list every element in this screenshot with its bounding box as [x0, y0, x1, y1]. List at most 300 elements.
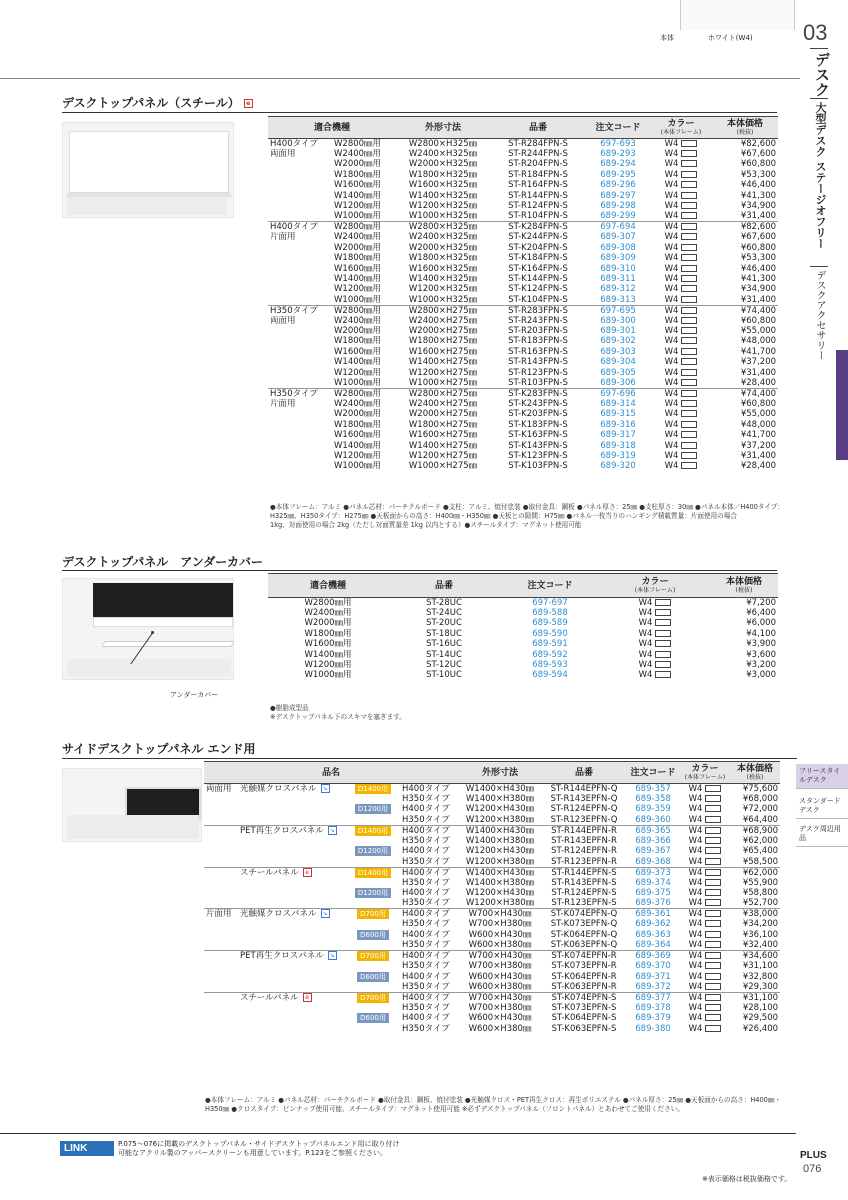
depth-tag-cell	[346, 784, 400, 795]
order-code-cell: 689-364	[635, 940, 671, 951]
link-note-line: 可能なアクリル製のアッパースクリーンも用意しています。P.123をご参照ください。	[118, 1149, 387, 1157]
material-cell	[238, 857, 346, 868]
price-cell: ¥29,300	[742, 981, 779, 992]
type-cell	[268, 336, 332, 346]
order-code-cell: 689-361	[626, 909, 680, 920]
order-code-cell: 689-305	[600, 367, 636, 378]
col-header-code: 注文コード	[586, 117, 650, 139]
model-cell: W1400㎜用	[334, 190, 382, 201]
color-code: W4	[664, 200, 679, 211]
part-cell: ST-R123EPFN-R	[551, 856, 617, 867]
color-swatch	[681, 223, 697, 230]
price-cell: ¥31,400	[740, 211, 777, 222]
steel-icon: e	[303, 868, 312, 877]
type-cell: 片面用	[270, 399, 296, 410]
color-cell	[650, 316, 712, 326]
cross-icon: ↘	[329, 826, 335, 834]
order-code-cell: 689-375	[635, 887, 671, 898]
table-row	[268, 629, 778, 639]
color-cell	[650, 451, 712, 461]
color-swatch	[681, 181, 697, 188]
color-code: W4	[664, 450, 679, 461]
part-cell: ST-K073EPFN-Q	[550, 919, 618, 930]
color-cell	[650, 409, 712, 419]
price-cell: ¥3,000	[746, 670, 776, 681]
part-cell: ST-R123EPFN-Q	[550, 814, 618, 825]
color-swatch	[681, 171, 697, 178]
price-cell: ¥55,000	[740, 409, 777, 420]
color-swatch	[681, 192, 697, 199]
size-cell: W2400×H275㎜	[408, 315, 478, 326]
size-cell: W600×H430㎜	[468, 971, 532, 982]
model-cell: W2000㎜用	[334, 242, 382, 253]
section1-notes	[270, 503, 790, 530]
color-swatch	[681, 337, 697, 344]
depth-tag: D1200用	[355, 888, 391, 898]
depth-tag-cell	[346, 909, 400, 920]
part-cell: ST-R124EPFN-Q	[550, 804, 618, 815]
order-code-cell: 697-693	[586, 139, 650, 150]
color-code: W4	[638, 628, 653, 639]
material-cell	[238, 784, 346, 795]
type-cell: H350タイプ	[402, 981, 450, 992]
color-code: W4	[688, 992, 703, 1003]
size-cell: W2400×H275㎜	[408, 399, 478, 410]
price-cell: ¥48,000	[740, 419, 777, 430]
color-cell	[650, 461, 712, 471]
table-row	[268, 650, 778, 660]
table-row	[204, 961, 780, 971]
order-code-cell: 689-376	[635, 898, 671, 909]
size-cell: W1000×H325㎜	[408, 294, 478, 305]
type-cell	[268, 461, 332, 471]
part-cell: ST-K064EPFN-R	[551, 971, 617, 982]
type-cell: H350タイプ	[402, 919, 450, 930]
color-swatch	[705, 858, 721, 865]
vertical-separator	[810, 48, 828, 49]
order-code-cell: 689-367	[635, 846, 671, 857]
color-swatch	[681, 265, 697, 272]
color-code: W4	[688, 909, 703, 920]
col-header-price-sub: (税抜)	[735, 587, 753, 594]
color-code: W4	[664, 222, 679, 233]
price-cell: ¥82,600	[712, 139, 778, 150]
table-row	[268, 399, 778, 409]
color-code: W4	[664, 284, 679, 295]
color-swatch	[655, 609, 671, 616]
type-cell: H350タイプ	[402, 814, 450, 825]
model-cell: W1000㎜用	[334, 211, 382, 222]
color-code: W4	[638, 670, 653, 681]
col-header-code: 注文コード	[500, 574, 600, 598]
type-cell: H350タイプ	[268, 305, 332, 316]
part-cell: ST-R243FPN-S	[508, 315, 568, 326]
model-cell: W2800㎜用	[268, 598, 388, 609]
color-cell	[680, 898, 730, 909]
color-swatch	[705, 983, 721, 990]
material-cell	[238, 919, 346, 929]
order-code-cell: 689-304	[600, 357, 636, 368]
price-cell: ¥58,800	[742, 887, 779, 898]
size-cell: W600×H380㎜	[468, 981, 532, 992]
color-swatch	[705, 889, 721, 896]
table-row	[204, 846, 780, 856]
model-cell: W1000㎜用	[334, 294, 382, 305]
color-code: W4	[688, 867, 703, 878]
price-cell: ¥37,200	[740, 357, 777, 368]
size-cell: W700×H430㎜	[458, 992, 542, 1003]
table-row	[268, 420, 778, 430]
color-code: W4	[688, 1002, 703, 1013]
type-cell: H350タイプ	[402, 794, 450, 804]
model-cell: W1600㎜用	[334, 180, 382, 191]
part-cell: ST-K183FPN-S	[508, 419, 568, 430]
model-cell: W1800㎜用	[304, 628, 352, 639]
part-cell: ST-R183FPN-S	[508, 336, 568, 347]
order-code-cell: 689-357	[626, 784, 680, 795]
type-cell	[268, 170, 332, 180]
color-code: W4	[688, 1013, 703, 1024]
size-cell: W1200×H275㎜	[408, 450, 478, 461]
table-row	[204, 815, 780, 826]
series-name: 大型デスク ステージオフリー	[814, 102, 827, 249]
price-cell: ¥75,600	[730, 784, 780, 795]
size-cell: W2000×H325㎜	[408, 242, 478, 253]
order-code-cell: 689-377	[626, 992, 680, 1003]
color-code: W4	[664, 315, 679, 326]
depth-tag: D700用	[357, 951, 389, 961]
type-cell	[268, 451, 332, 461]
side-nav-freestyle-desk[interactable]: フリースタイルデスク	[796, 764, 848, 789]
order-code-cell: 689-296	[600, 180, 636, 191]
part-cell: ST-R144FPN-S	[508, 190, 568, 201]
table-row	[268, 441, 778, 451]
color-cell	[680, 982, 730, 993]
order-code-cell: 689-316	[600, 419, 636, 430]
size-cell: W1200×H380㎜	[465, 814, 535, 825]
side-cell	[204, 846, 238, 856]
order-code-cell: 697-696	[586, 389, 650, 400]
cross-icon: ↘	[329, 952, 335, 960]
order-code-cell: 689-591	[532, 639, 568, 650]
price-cell: ¥60,800	[740, 315, 777, 326]
table-row	[268, 243, 778, 253]
section1-title-text: デスクトップパネル（スチール）	[62, 96, 240, 110]
table-row	[204, 825, 780, 836]
color-code: W4	[664, 399, 679, 410]
note-line: H350㎜ ●クロスタイプ：ピンナップ使用可能、スチールタイプ：マグネット使用可能 ※必ずデスクトップパネル（フロントパネル）とあわせてご使用ください。	[205, 1105, 684, 1113]
color-code: W4	[688, 898, 703, 909]
table-row	[268, 660, 778, 670]
color-code: W4	[688, 794, 703, 804]
size-cell: W1400×H275㎜	[408, 440, 478, 451]
price-cell: ¥74,400	[712, 305, 778, 316]
color-cell	[650, 149, 712, 159]
color-swatch	[681, 317, 697, 324]
depth-tag-cell	[346, 972, 400, 982]
size-cell: W600×H380㎜	[468, 940, 532, 951]
color-swatch	[705, 879, 721, 886]
side-cell	[204, 867, 238, 878]
table-row	[268, 222, 778, 233]
type-cell: H400タイプ	[268, 139, 332, 150]
part-cell: ST-K144FPN-S	[508, 273, 568, 284]
color-cell	[600, 618, 710, 628]
depth-tag: D1400用	[355, 784, 391, 794]
side-cell: 片面用	[204, 909, 238, 920]
note-line: ●樹脂成型品	[270, 704, 309, 712]
type-cell: H400タイプ	[402, 971, 450, 982]
type-cell	[268, 243, 332, 253]
color-cell	[600, 598, 710, 609]
material-cell	[238, 1024, 346, 1034]
order-code-cell: 697-697	[500, 598, 600, 609]
material-name: PET再生クロスパネル	[240, 951, 324, 962]
table-row	[204, 972, 780, 982]
type-cell	[268, 420, 332, 430]
model-cell: W2400㎜用	[334, 232, 382, 243]
section1-title	[62, 94, 253, 111]
part-cell: ST-R184FPN-S	[508, 169, 568, 180]
part-cell: ST-R163FPN-S	[508, 346, 568, 357]
price-cell: ¥34,900	[740, 200, 777, 211]
model-cell: W2400㎜用	[304, 608, 352, 618]
model-cell: W1000㎜用	[334, 461, 382, 472]
side-cell: 両面用	[204, 784, 238, 795]
part-cell: ST-K104FPN-S	[508, 294, 568, 305]
size-cell: W1200×H430㎜	[465, 887, 535, 898]
color-cell	[650, 180, 712, 190]
color-swatch	[705, 827, 721, 834]
model-cell: W2400㎜用	[334, 149, 382, 159]
depth-tag: D1400用	[355, 868, 391, 878]
part-cell: ST-R143EPFN-S	[551, 877, 617, 888]
table-row	[268, 139, 778, 150]
price-cell: ¥38,000	[730, 909, 780, 920]
color-cell	[680, 878, 730, 888]
price-cell: ¥3,900	[746, 639, 776, 650]
order-code-cell: 689-299	[600, 211, 636, 222]
order-code-cell: 689-317	[600, 430, 636, 441]
part-cell: ST-K164FPN-S	[508, 263, 568, 274]
model-cell: W2400㎜用	[334, 399, 382, 410]
depth-tag: D1200用	[355, 846, 391, 856]
material-name: スチールパネル	[240, 992, 299, 1003]
color-cell	[680, 1003, 730, 1013]
order-code-cell: 689-293	[600, 149, 636, 159]
side-cell	[204, 940, 238, 951]
color-swatch	[681, 254, 697, 261]
col-header-part: 品番	[388, 574, 500, 598]
type-cell: 両面用	[270, 315, 296, 326]
price-cell: ¥55,000	[740, 326, 777, 337]
type-cell: H400タイプ	[400, 909, 458, 920]
side-cell	[204, 1013, 238, 1023]
cross-icon: ↘	[322, 910, 328, 918]
color-cell	[650, 201, 712, 211]
table-row	[268, 598, 778, 609]
color-swatch	[705, 899, 721, 906]
vertical-separator	[810, 266, 828, 267]
color-code: W4	[664, 326, 679, 337]
depth-tag: D700用	[357, 993, 389, 1003]
part-cell: ST-16UC	[426, 639, 462, 650]
side-nav-desk-accessories[interactable]: デスク周辺用品	[796, 822, 848, 847]
order-code-cell: 689-593	[532, 659, 568, 670]
side-panel-table	[204, 761, 780, 1034]
size-cell: W1400×H325㎜	[408, 190, 478, 201]
part-cell: ST-12UC	[426, 659, 462, 670]
order-code-cell: 689-373	[626, 867, 680, 878]
table-row	[268, 378, 778, 389]
table-row	[268, 191, 778, 201]
material-cell	[238, 846, 346, 856]
model-cell: W2800㎜用	[332, 222, 396, 233]
model-cell: W1800㎜用	[334, 419, 382, 430]
depth-tag-cell	[346, 992, 400, 1003]
price-cell: ¥72,000	[742, 804, 779, 815]
type-cell	[268, 159, 332, 169]
color-code: W4	[638, 598, 653, 608]
price-cell: ¥55,900	[742, 877, 779, 888]
col-header-color-text: カラー	[667, 119, 695, 129]
model-cell: W2800㎜用	[332, 139, 396, 150]
part-cell: ST-R124EPFN-S	[551, 887, 617, 898]
model-cell: W2000㎜用	[304, 618, 352, 629]
price-cell: ¥65,400	[742, 846, 779, 857]
order-code-cell: 689-313	[600, 294, 636, 305]
price-cell: ¥32,400	[742, 940, 779, 951]
col-header-part: 品番	[542, 762, 626, 784]
size-cell: W2400×H325㎜	[408, 232, 478, 243]
table-row	[268, 232, 778, 242]
model-cell: W2800㎜用	[332, 305, 396, 316]
size-cell: W1600×H325㎜	[408, 180, 478, 191]
depth-tag-cell	[346, 836, 400, 846]
color-cell	[650, 139, 712, 150]
color-code: W4	[638, 649, 653, 660]
size-cell: W600×H380㎜	[468, 1023, 532, 1034]
table-row	[268, 368, 778, 378]
size-cell: W2800×H275㎜	[396, 389, 490, 400]
color-cell	[650, 191, 712, 201]
color-swatch	[705, 795, 721, 802]
under-cover-table	[268, 573, 778, 681]
table-row	[204, 888, 780, 898]
col-header-color-sub: (本体フレーム)	[634, 587, 676, 594]
color-cell	[650, 211, 712, 222]
desktop-panel-table	[268, 116, 778, 472]
price-cell: ¥62,000	[742, 835, 779, 846]
color-swatch	[705, 785, 721, 792]
material-cell	[238, 930, 346, 940]
color-cell	[650, 243, 712, 253]
color-cell	[600, 660, 710, 670]
table-row	[204, 919, 780, 929]
size-cell: W2000×H275㎜	[408, 326, 478, 337]
order-code-cell: 689-366	[635, 835, 671, 846]
col-header-model: 適合機種	[268, 117, 396, 139]
color-cell	[650, 357, 712, 367]
type-cell: H400タイプ	[400, 784, 458, 795]
size-cell: W1200×H380㎜	[465, 898, 535, 909]
color-swatch	[705, 910, 721, 917]
color-swatch	[681, 150, 697, 157]
type-cell	[268, 180, 332, 190]
size-cell: W1200×H430㎜	[465, 846, 535, 857]
side-cell	[204, 992, 238, 1003]
type-cell: H350タイプ	[402, 1002, 450, 1013]
size-cell: W1400×H430㎜	[458, 867, 542, 878]
color-swatch	[681, 307, 697, 314]
order-code-cell: 689-320	[600, 461, 636, 472]
table-row	[204, 951, 780, 962]
model-cell: W1000㎜用	[304, 670, 352, 681]
order-code-cell: 689-369	[626, 951, 680, 962]
part-cell: ST-K063EPFN-S	[551, 1023, 617, 1034]
size-cell: W700×H380㎜	[468, 961, 532, 972]
type-cell	[268, 191, 332, 201]
depth-tag-cell	[346, 898, 400, 909]
type-cell: H350タイプ	[402, 835, 450, 846]
material-cell	[238, 836, 346, 846]
side-cell	[204, 951, 238, 962]
price-cell: ¥6,400	[746, 608, 776, 618]
table-row	[204, 930, 780, 940]
type-cell	[268, 347, 332, 357]
table-row	[268, 336, 778, 346]
size-cell: W1600×H275㎜	[408, 346, 478, 357]
size-cell: W700×H380㎜	[468, 1002, 532, 1013]
material-cell	[238, 888, 346, 898]
side-cell	[204, 961, 238, 971]
price-cell: ¥41,300	[740, 190, 777, 201]
depth-tag-cell	[346, 804, 400, 814]
color-cell	[680, 909, 730, 920]
depth-tag-cell	[346, 1024, 400, 1034]
color-swatch	[655, 599, 671, 606]
model-cell: W1800㎜用	[334, 253, 382, 264]
price-cell: ¥7,200	[710, 598, 778, 609]
order-code-cell: 689-300	[600, 315, 636, 326]
color-code: W4	[664, 294, 679, 305]
tax-note: ※表示価格は税抜価格です。	[702, 1175, 792, 1183]
price-cell: ¥68,900	[730, 825, 780, 836]
color-cell	[680, 825, 730, 836]
col-header-name: 品名	[204, 762, 458, 784]
table-row	[204, 857, 780, 868]
white-color-swatch-header	[680, 0, 795, 30]
depth-tag-cell	[346, 961, 400, 971]
header-rule	[0, 78, 800, 79]
body-label: 本体	[660, 34, 674, 42]
color-code: W4	[664, 211, 679, 222]
order-code-cell: 689-318	[600, 440, 636, 451]
price-cell: ¥3,600	[746, 649, 776, 660]
depth-tag-cell	[346, 951, 400, 962]
price-cell: ¥37,200	[740, 440, 777, 451]
price-cell: ¥53,300	[740, 169, 777, 180]
order-code-cell: 689-368	[635, 856, 671, 867]
size-cell: W2400×H325㎜	[408, 149, 478, 159]
side-nav-standard-desk[interactable]: スタンダードデスク	[796, 794, 848, 819]
table-row	[268, 347, 778, 357]
table-row	[268, 201, 778, 211]
price-cell: ¥60,800	[740, 399, 777, 410]
part-cell: ST-24UC	[426, 608, 462, 618]
col-header-price	[710, 574, 778, 598]
part-cell: ST-14UC	[426, 649, 462, 660]
